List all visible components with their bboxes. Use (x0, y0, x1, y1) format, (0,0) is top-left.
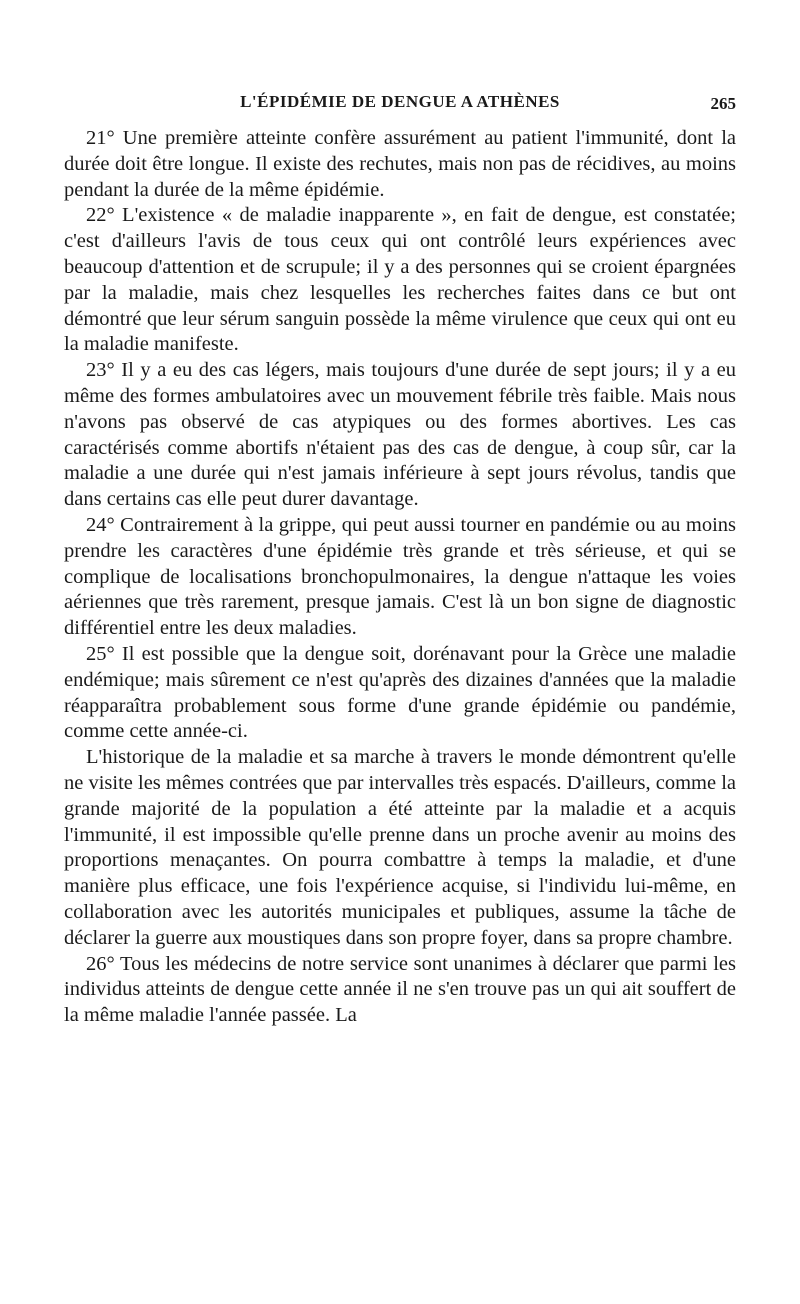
paragraph-21: 21° Une première atteinte confère assurément au patient l'immunité, dont la durée doit être longue. Il existe des rechutes, mais non pas de récidives, au moins pendant la durée de la même épidémie. (64, 127, 736, 201)
paragraph-historique: L'historique de la maladie et sa marche à travers le monde démontrent qu'elle ne visite les mêmes contrées que par intervalles très espacés. D'ailleurs, comme la grande majorité de la population a été atteinte par la maladie et a acquis l'immunité, il est impossible qu'elle prenne dans un proche avenir au moins des proportions menaçantes. On pourra combattre à temps la maladie, et d'une manière plus efficace, une fois l'expérience acquise, si l'individu lui-même, en collaboration avec les autorités municipales et publiques, assume la tâche de déclarer la guerre aux moustiques dans son propre foyer, dans sa propre chambre. (64, 746, 736, 949)
page (64, 92, 736, 1029)
paragraph-26: 26° Tous les médecins de notre service sont unanimes à déclarer que parmi les individus atteints de dengue cette année il ne s'en trouve pas un qui ait souffert de la même maladie l'année passée. La (64, 952, 736, 1027)
page-number: 265 (710, 94, 736, 113)
running-title: L'ÉPIDÉMIE DE DENGUE A ATHÈNES (240, 92, 560, 111)
paragraph-24: 24° Contrairement à la grippe, qui peut aussi tourner en pandémie ou au moins prendre les caractères d'une épidémie très grande et très sérieuse, et qui se complique de localisations bronchopulmonaires, la dengue n'attaque les voies aériennes que très rarement, presque jamais. C'est là un bon signe de diagnostic différentiel entre les deux maladies. (64, 513, 736, 640)
paragraph-25: 25° Il est possible que la dengue soit, dorénavant pour la Grèce une maladie endémique; mais sûrement ce n'est qu'après des dizaines d'années que la maladie réapparaîtra probablement sous forme d'une grande épidémie ou pandémie, comme cette année-ci. (64, 642, 736, 743)
paragraph-23: 23° Il y a eu des cas légers, mais toujours d'une durée de sept jours; il y a eu même des formes ambulatoires avec un mouvement fébrile très faible. Mais nous n'avons pas observé de cas atypiques ou des formes abortives. Les cas caractérisés comme abortifs n'étaient pas des cas de dengue, à coup sûr, car la maladie a une durée qui n'est jamais inférieure à sept jours révolus, tandis que dans certains cas elle peut durer davantage. (64, 359, 736, 511)
running-header (64, 92, 736, 126)
body-text (64, 126, 736, 1029)
paragraph-22: 22° L'existence « de maladie inapparente », en fait de dengue, est constatée; c'est d'ailleurs l'avis de tous ceux qui ont contrôlé leurs expériences avec beaucoup d'attention et de scrupule; il y a des personnes qui se croient épargnées par la maladie, mais chez lesquelles les recherches faites dans ce but ont démontré que leur sérum sanguin possède la même virulence que ceux qui ont eu la maladie manifeste. (64, 204, 736, 356)
